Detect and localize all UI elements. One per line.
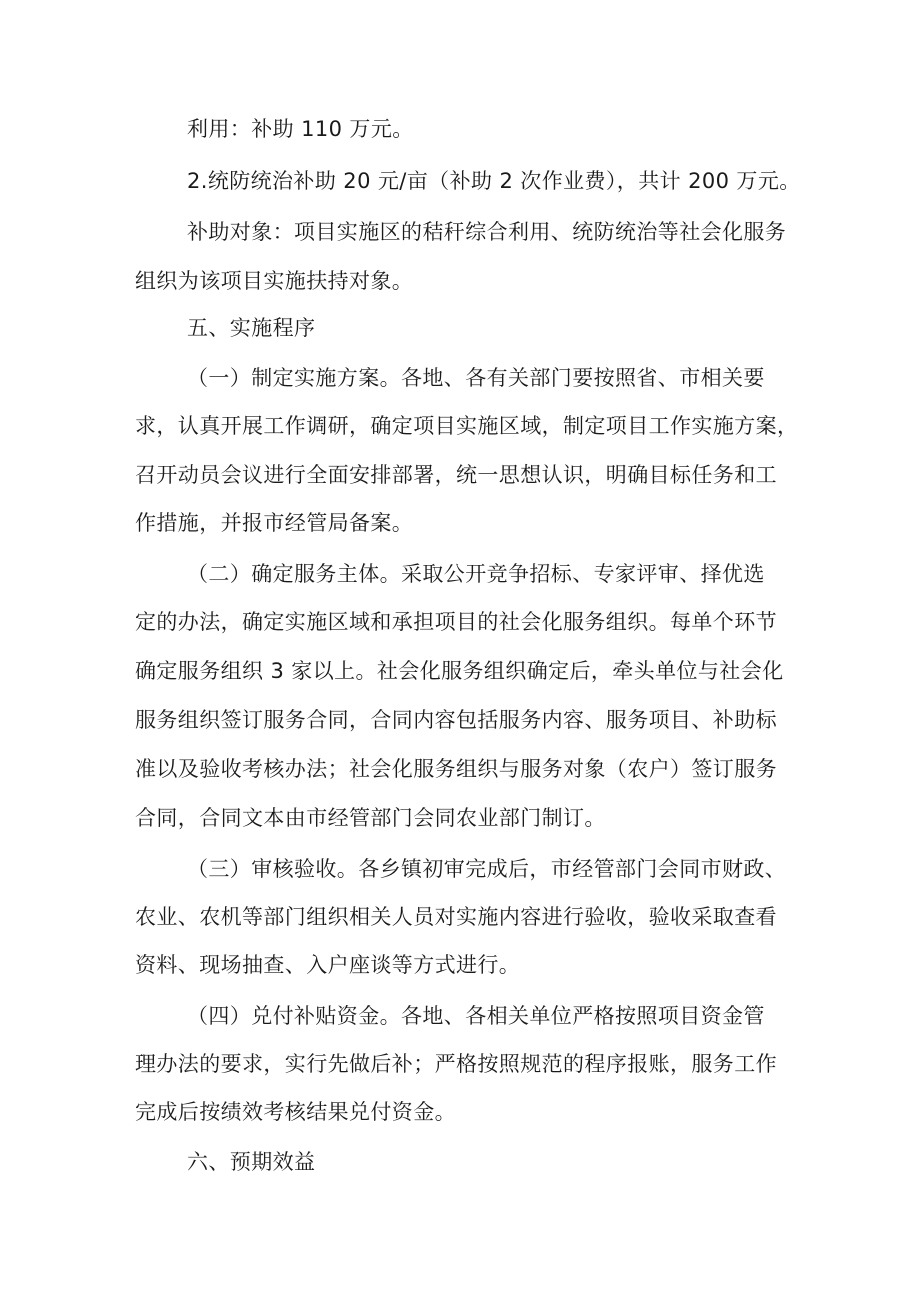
paragraph-line: 定的办法，确定实施区域和承担项目的社会化服务组织。每单个环节 [135,610,777,634]
paragraph-line: 准以及验收考核办法；社会化服务组织与服务对象（农户）签订服务 [135,757,777,781]
paragraph-line: 补助对象：项目实施区的秸秆综合利用、统防统治等社会化服务 [187,220,787,244]
paragraph-line: （二）确定服务主体。采取公开竞争招标、专家评审、择优选 [187,562,765,586]
section-heading: 五、实施程序 [187,316,316,340]
paragraph-line: 农业、农机等部门组织相关人员对实施内容进行验收，验收采取查看 [135,905,777,929]
section-heading: 六、预期效益 [187,1150,316,1174]
paragraph-line: （一）制定实施方案。各地、各有关部门要按照省、市相关要 [187,366,765,390]
paragraph-line: 理办法的要求，实行先做后补；严格按照规范的程序报账，服务工作 [135,1052,777,1076]
paragraph-line: 求，认真开展工作调研，确定项目实施区域，制定项目工作实施方案， [135,414,799,438]
paragraph-line: 服务组织签订服务合同，合同内容包括服务内容、服务项目、补助标 [135,708,777,732]
paragraph-line: 完成后按绩效考核结果兑付资金。 [135,1100,456,1124]
paragraph-line: 作措施，并报市经管局备案。 [135,511,414,535]
paragraph-line: 组织为该项目实施扶持对象。 [135,269,414,293]
paragraph-line: 资料、现场抽查、入户座谈等方式进行。 [135,953,521,977]
paragraph-line: 召开动员会议进行全面安排部署，统一思想认识，明确目标任务和工 [135,463,777,487]
paragraph-line: （三）审核验收。各乡镇初审完成后，市经管部门会同市财政、 [187,857,787,881]
paragraph-line: 利用：补助 110 万元。 [187,117,414,141]
paragraph-line: 确定服务组织 3 家以上。社会化服务组织确定后，牵头单位与社会化 [135,659,784,683]
paragraph-line: 合同，合同文本由市经管部门会同农业部门制订。 [135,806,606,830]
paragraph-line: 2.统防统治补助 20 元/亩（补助 2 次作业费），共计 200 万元。 [187,169,801,193]
paragraph-line: （四）兑付补贴资金。各地、各相关单位严格按照项目资金管 [187,1004,765,1028]
